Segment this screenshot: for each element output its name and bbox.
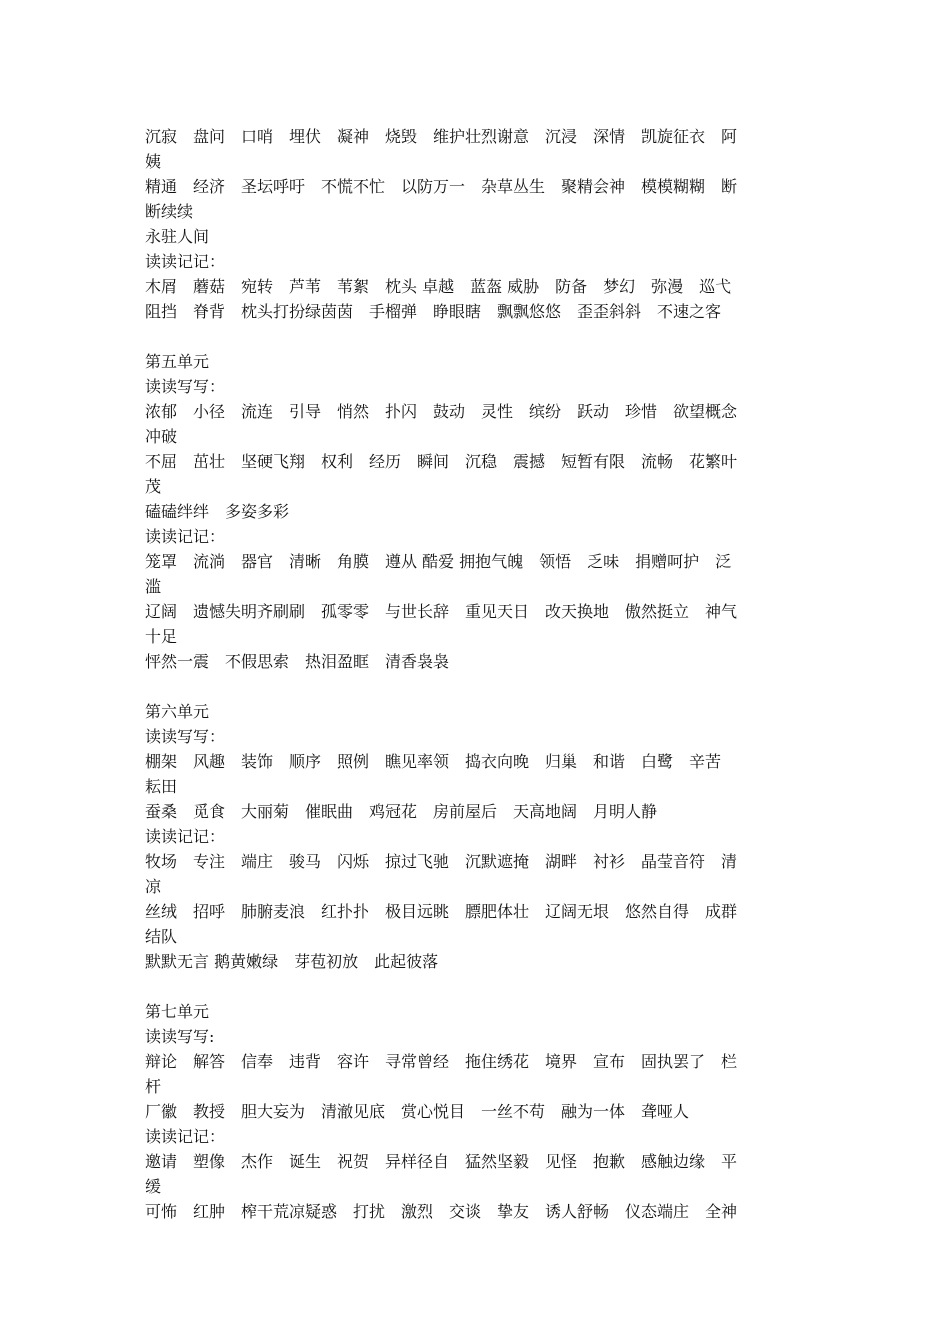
text-line: 沉寂 盘问 口哨 埋伏 凝神 烧毁 维护壮烈谢意 沉浸 深情 凯旋征衣 阿 bbox=[145, 127, 738, 146]
text-line: 姨 bbox=[145, 152, 162, 171]
text-line: 辽阔 遗憾失明齐刷刷 孤零零 与世长辞 重见天日 改天换地 傲然挺立 神气 bbox=[145, 602, 738, 621]
text-line: 读读记记： bbox=[145, 827, 226, 846]
text-line: 缓 bbox=[145, 1177, 162, 1196]
text-line: 棚架 风趣 装饰 顺序 照例 瞧见率领 捣衣向晚 归巢 和谐 白鹭 辛苦 bbox=[145, 752, 722, 771]
text-line: 蚕桑 觅食 大丽菊 催眠曲 鸡冠花 房前屋后 天高地阔 月明人静 bbox=[145, 802, 658, 821]
text-line: 十足 bbox=[145, 627, 178, 646]
text-line: 精通 经济 圣坛呼吁 不慌不忙 以防万一 杂草丛生 聚精会神 模模糊糊 断 bbox=[145, 177, 738, 196]
text-line: 第五单元 bbox=[145, 352, 210, 371]
text-line: 读读写写： bbox=[145, 727, 226, 746]
blank-line bbox=[145, 324, 797, 349]
text-line: 阻挡 脊背 枕头打扮绿茵茵 手榴弹 睁眼瞎 飘飘悠悠 歪歪斜斜 不速之客 bbox=[145, 302, 722, 321]
text-line: 第七单元 bbox=[145, 1002, 210, 1021]
document-page bbox=[145, 124, 797, 1224]
text-line: 滥 bbox=[145, 577, 162, 596]
text-line: 第六单元 bbox=[145, 702, 210, 721]
text-line: 木屑 蘑菇 宛转 芦苇 苇絮 枕头 卓越 蓝盔 威胁 防备 梦幻 弥漫 巡弋 bbox=[145, 277, 732, 296]
text-line: 读读记记： bbox=[145, 252, 226, 271]
text-line: 茂 bbox=[145, 477, 162, 496]
text-line: 邀请 塑像 杰作 诞生 祝贺 异样径自 猛然坚毅 见怪 抱歉 感触边缘 平 bbox=[145, 1152, 738, 1171]
text-line: 结队 bbox=[145, 927, 178, 946]
text-line: 辩论 解答 信奉 违背 容许 寻常曾经 拖住绣花 境界 宣布 固执罢了 栏 bbox=[145, 1052, 738, 1071]
text-line: 读读记记： bbox=[145, 527, 226, 546]
text-line: 可怖 红肿 榨干荒凉疑惑 打扰 激烈 交谈 挚友 诱人舒畅 仪态端庄 全神 bbox=[145, 1202, 738, 1221]
text-line: 丝绒 招呼 肺腑麦浪 红扑扑 极目远眺 膘肥体壮 辽阔无垠 悠然自得 成群 bbox=[145, 902, 738, 921]
text-line: 怦然一震 不假思索 热泪盈眶 清香袅袅 bbox=[145, 652, 450, 671]
text-line: 默默无言 鹅黄嫩绿 芽苞初放 此起彼落 bbox=[145, 952, 439, 971]
text-line: 浓郁 小径 流连 引导 悄然 扑闪 鼓动 灵性 缤纷 跃动 珍惜 欲望概念 bbox=[145, 402, 738, 421]
text-line: 笼罩 流淌 器官 清晰 角膜 遵从 酷爱 拥抱气魄 领悟 乏味 捐赠呵护 泛 bbox=[145, 552, 732, 571]
text-line: 断续续 bbox=[145, 202, 194, 221]
text-line: 耘田 bbox=[145, 777, 178, 796]
text-line: 读读写写: bbox=[145, 1027, 215, 1046]
text-line: 不屈 茁壮 坚硬飞翔 权利 经历 瞬间 沉稳 震撼 短暂有限 流畅 花繁叶 bbox=[145, 452, 738, 471]
text-line: 读读写写： bbox=[145, 377, 226, 396]
text-line: 杆 bbox=[145, 1077, 162, 1096]
text-line: 凉 bbox=[145, 877, 162, 896]
text-line: 牧场 专注 端庄 骏马 闪烁 掠过飞驰 沉默遮掩 湖畔 衬衫 晶莹音符 清 bbox=[145, 852, 738, 871]
blank-line bbox=[145, 974, 797, 999]
text-line: 冲破 bbox=[145, 427, 178, 446]
blank-line bbox=[145, 674, 797, 699]
text-line: 永驻人间 bbox=[145, 227, 210, 246]
text-line: 读读记记： bbox=[145, 1127, 226, 1146]
text-line: 厂徽 教授 胆大妄为 清澈见底 赏心悦目 一丝不苟 融为一体 聋哑人 bbox=[145, 1102, 690, 1121]
text-line: 磕磕绊绊 多姿多彩 bbox=[145, 502, 290, 521]
